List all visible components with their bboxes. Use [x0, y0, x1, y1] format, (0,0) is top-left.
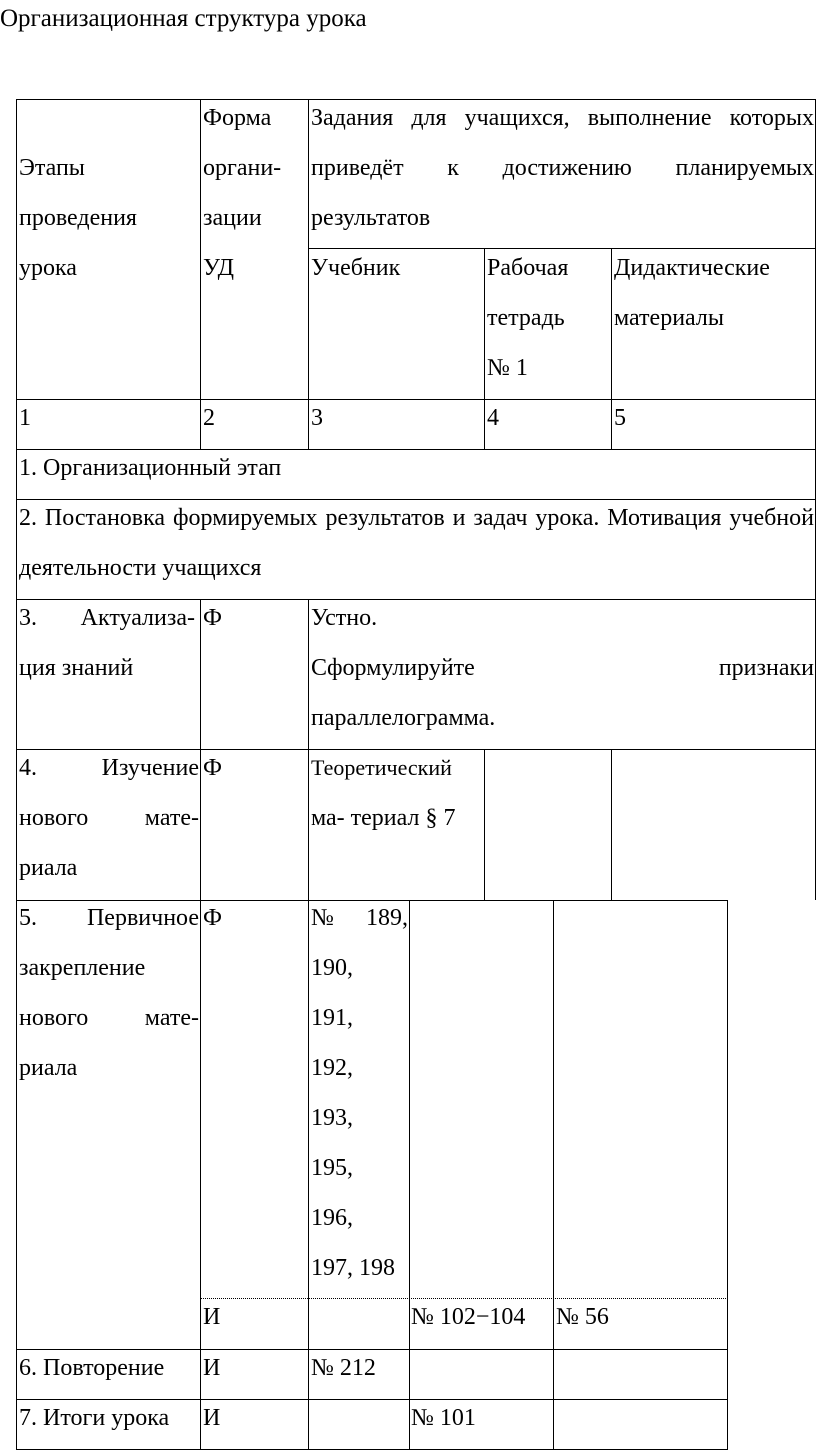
table-border — [553, 900, 554, 1450]
table-border — [611, 749, 612, 900]
stage-4-name: 4. Изучение нового мате- риала — [19, 755, 199, 881]
stage-4-textbook: Теоретический ма- териал § 7 — [311, 755, 456, 831]
stage-3-name: 3. Актуализа- ция знаний — [19, 605, 195, 681]
stage-5-form: Ф — [203, 905, 222, 931]
stage-5-form-individual: И — [203, 1304, 221, 1330]
header-textbook: Учебник — [311, 255, 401, 281]
column-number: 1 — [19, 405, 31, 431]
table-border — [16, 99, 17, 1450]
header-didactic: Дидактические материалы — [614, 255, 770, 331]
table-border — [308, 599, 309, 1450]
stage-2-title: 2. Постановка формируемых результатов и задач урока. Мотивация учебной деятельности учащихся — [19, 505, 814, 581]
table-border — [16, 1449, 728, 1450]
table-border — [200, 99, 201, 450]
stage-6-textbook: № 212 — [311, 1355, 376, 1381]
stage-1-title: 1. Организационный этап — [19, 455, 282, 481]
stage-3-task: Устно. Сформулируйте признаки параллелограмма. — [311, 605, 814, 731]
stage-6-name: 6. Повторение — [19, 1355, 165, 1381]
table-border — [409, 900, 410, 1450]
column-number: 5 — [614, 405, 626, 431]
column-number: 2 — [203, 405, 215, 431]
table-border — [200, 599, 201, 1450]
table-border — [484, 749, 485, 900]
table-border — [727, 900, 728, 1450]
stage-7-name: 7. Итоги урока — [19, 1405, 170, 1431]
stage-7-workbook: № 101 — [411, 1405, 476, 1431]
header-stages: Этапы проведения урока — [19, 155, 137, 281]
table-border — [484, 248, 485, 450]
stage-6-form: И — [203, 1355, 221, 1381]
stage-5-didactic: № 56 — [556, 1304, 609, 1330]
header-workbook: Рабочая тетрадь № 1 — [487, 255, 569, 381]
header-tasks: Задания для учащихся, выполнение которых приведёт к достижению планируемых результатов — [311, 105, 814, 231]
table-border — [16, 399, 816, 400]
header-form: Форма органи- зации УД — [203, 105, 282, 281]
stage-3-form: Ф — [203, 605, 222, 631]
column-number: 4 — [487, 405, 499, 431]
stage-5-textbook: № 189, 190, 191, 192, 193, 195, 196, 197, 198 — [311, 905, 408, 1281]
document-title: Организационная структура урока — [0, 5, 367, 32]
stage-5-name: 5. Первичное закрепление нового мате- риала — [19, 905, 199, 1081]
stage-7-form: И — [203, 1405, 221, 1431]
table-border — [611, 248, 612, 450]
table-border — [308, 99, 309, 450]
stage-4-form: Ф — [203, 755, 222, 781]
stage-5-workbook: № 102−104 — [411, 1304, 526, 1330]
column-number: 3 — [311, 405, 323, 431]
